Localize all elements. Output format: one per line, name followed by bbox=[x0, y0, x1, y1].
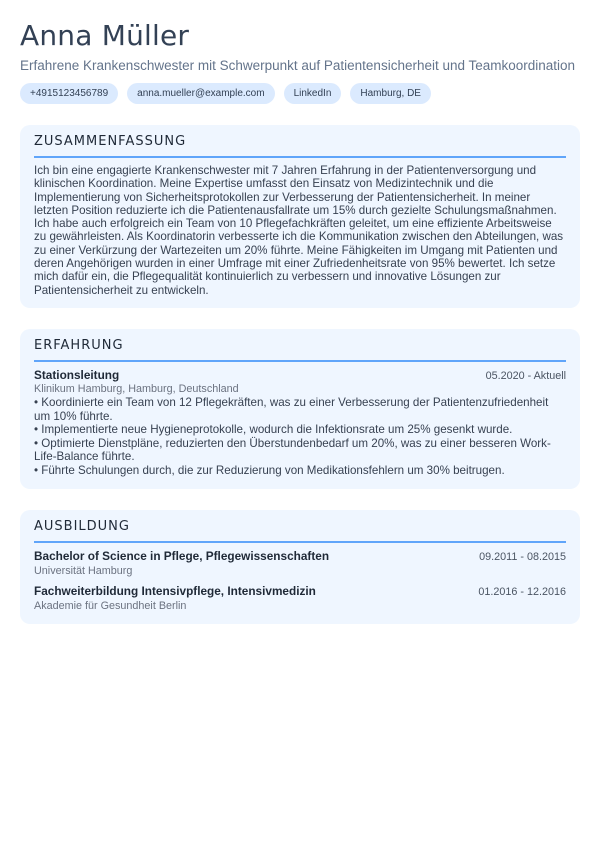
experience-section bbox=[20, 329, 580, 489]
achievement-item: • Führte Schulungen durch, die zur Reduzierung von Medikationsfehlern um 30% beitrugen. bbox=[34, 463, 505, 477]
education-heading: AUSBILDUNG bbox=[34, 518, 566, 543]
education-entry bbox=[34, 549, 566, 578]
experience-entry bbox=[34, 368, 566, 478]
candidate-name: Anna Müller bbox=[20, 19, 190, 52]
education-entry-header bbox=[34, 584, 566, 599]
phone-chip[interactable]: +4915123456789 bbox=[20, 83, 118, 104]
email-chip[interactable]: anna.mueller@example.com bbox=[127, 83, 274, 104]
employer: Klinikum Hamburg, Hamburg, Deutschland bbox=[34, 382, 239, 395]
education-entry-header bbox=[34, 549, 566, 564]
education-section bbox=[20, 510, 580, 624]
experience-heading: ERFAHRUNG bbox=[34, 337, 566, 362]
education-dates: 01.2016 - 12.2016 bbox=[478, 585, 566, 598]
summary-section bbox=[20, 125, 580, 308]
achievement-item: • Optimierte Dienstpläne, reduzierten den Überstundenbedarf um 20%, was zu einer besseren Work-Life-Balance führte. bbox=[34, 436, 551, 464]
job-title: Stationsleitung bbox=[34, 367, 120, 382]
experience-entry-header bbox=[34, 368, 566, 382]
education-dates: 09.2011 - 08.2015 bbox=[479, 550, 566, 563]
job-achievements bbox=[34, 396, 566, 478]
candidate-headline: Erfahrene Krankenschwester mit Schwerpunkt auf Patientensicherheit und Teamkoordination bbox=[20, 58, 576, 73]
achievement-item: • Koordinierte ein Team von 12 Pflegekräften, was zu einer Verbesserung der Patientenzufriedenheit um 10% führte. bbox=[34, 395, 549, 423]
summary-text: Ich bin eine engagierte Krankenschwester mit 7 Jahren Erfahrung in der Patientenversorgung und klinischen Koordination. Meine Expertise umfasst den Einsatz von Medizintechnik und die Implementierung von Sicherheitsprotokollen zur Verbesserung der Patientensicherheit. In meiner letzten Position reduzierte ich die Patientenausfallrate um 15% durch gezielte Schulungsmaßnahmen. Ich habe auch erfolgreich ein Team von 10 Pflegefachkräften geleitet, um eine effiziente Arbeitsweise zu gewährleisten. Als Koordinatorin verbesserte ich die Kommunikation zwischen den Abteilungen, was zu einer Verkürzung der Wartezeiten um 20% führte. Meine Fähigkeiten im Umgang mit Patienten und deren Angehörigen wurden in einer Umfrage mit einer Zufriedenheitsrate von 95% bewertet. Ich setze mich dafür ein, die Pflegequalität kontinuierlich zu verbessern und innovative Lösungen zur Patientensicherheit zu entwickeln. bbox=[34, 164, 564, 297]
school-name: Universität Hamburg bbox=[34, 564, 133, 577]
resume-header bbox=[20, 18, 580, 104]
education-entry bbox=[34, 584, 566, 613]
job-dates: 05.2020 - Aktuell bbox=[485, 369, 566, 382]
location-chip: Hamburg, DE bbox=[350, 83, 431, 104]
linkedin-chip[interactable]: LinkedIn bbox=[284, 83, 342, 104]
summary-heading: ZUSAMMENFASSUNG bbox=[34, 133, 566, 158]
school-name: Akademie für Gesundheit Berlin bbox=[34, 599, 187, 612]
degree-title: Bachelor of Science in Pflege, Pflegewissenschaften bbox=[34, 548, 330, 563]
achievement-item: • Implementierte neue Hygieneprotokolle, wodurch die Infektionsrate um 25% gesenkt wurde. bbox=[34, 423, 513, 437]
contact-list bbox=[20, 83, 580, 104]
degree-title: Fachweiterbildung Intensivpflege, Intensivmedizin bbox=[34, 583, 316, 598]
